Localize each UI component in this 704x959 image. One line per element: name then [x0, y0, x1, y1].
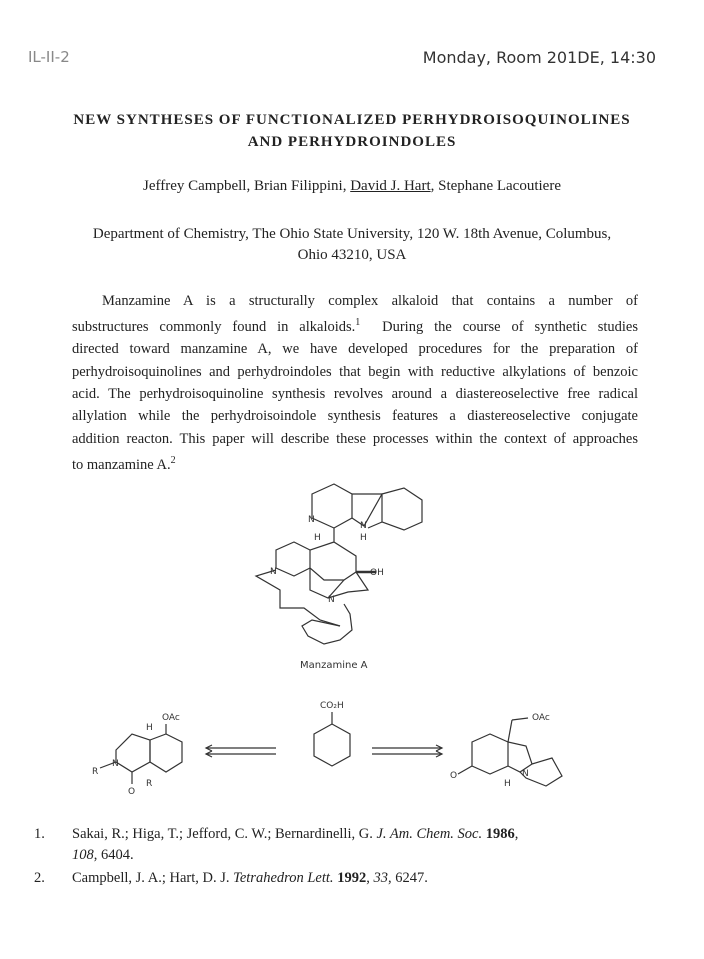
abstract-body — [72, 290, 638, 476]
session-info: Monday, Room 201DE, 14:30 — [422, 48, 656, 67]
abstract-line: allylation while the perhydroisoindole synthesis features a diastereoselective conjugate — [72, 408, 638, 425]
svg-text:H: H — [146, 723, 153, 733]
reference-2: 2. Campbell, J. A.; Hart, D. J. Tetrahedron Lett. 1992, 33, 6247. — [34, 870, 428, 886]
svg-text:CO₂H: CO₂H — [320, 701, 344, 711]
svg-text:OAc: OAc — [162, 713, 180, 723]
title-line-1: NEW SYNTHESES OF FUNCTIONALIZED PERHYDROISOQUINOLINES — [73, 112, 631, 128]
atom-label: N — [308, 515, 315, 525]
abstract-line: substructures commonly found in alkaloids.$^1$ During the course of synthetic studies — [72, 317, 639, 336]
svg-text:N: N — [522, 769, 529, 779]
authors-list: Jeffrey Campbell, Brian Filippini, — [143, 178, 351, 194]
atom-label: N — [328, 595, 335, 605]
atom-label: H — [314, 533, 321, 543]
abstract-line: to manzamine A.$^2$ — [72, 454, 176, 473]
affiliation-line-1: Department of Chemistry, The Ohio State University, 120 W. 18th Avenue, Columbus, — [92, 226, 612, 242]
abstract-line: acid. The perhydroisoquinoline synthesis revolves around a diastereoselective free radical — [72, 386, 638, 403]
abstract-line: directed toward manzamine A, we have developed procedures for the preparation of — [72, 341, 638, 358]
benzene-ring — [382, 488, 422, 530]
authors — [0, 178, 704, 195]
affiliation-line-2: Ohio 43210, USA — [297, 247, 407, 263]
authors-list-end: , Stephane Lacoutiere — [430, 178, 561, 194]
svg-text:O: O — [450, 771, 458, 781]
svg-text:H: H — [504, 779, 511, 789]
synthesis-scheme — [70, 690, 610, 810]
title-line-2: AND PERHYDROINDOLES — [247, 134, 457, 150]
perhydroisoquinoline-structure — [92, 713, 182, 797]
abstract-line: perhydroisoquinolines and perhydroindoles that begin with reductive alkylations of benzoic — [72, 363, 638, 380]
abstract-line: Manzamine A is a structurally complex alkaloid that contains a number of — [102, 293, 638, 309]
atom-label: OH — [370, 568, 384, 578]
svg-text:R: R — [92, 767, 99, 777]
pyridine-ring — [312, 484, 352, 528]
svg-text:N: N — [112, 759, 119, 769]
manzamine-a-structure — [240, 480, 440, 680]
presenting-author: David J. Hart — [350, 178, 431, 194]
abstract-code: IL-II-2 — [28, 48, 70, 66]
svg-text:OAc: OAc — [532, 713, 550, 723]
svg-text:O: O — [128, 787, 136, 797]
atom-label: N — [270, 567, 277, 577]
abstract-line: addition reacton. This paper will describe these processes within the context of approaches — [72, 430, 638, 447]
perhydroindole-structure — [450, 713, 562, 789]
structure-caption: Manzamine A — [300, 660, 368, 671]
atom-label: H — [360, 533, 367, 543]
reference-1: 1. Sakai, R.; Higa, T.; Jefford, C. W.; Bernardinelli, G. J. Am. Chem. Soc. 1986, 108, 6404. — [34, 826, 519, 863]
benzoic-acid-structure — [314, 701, 350, 766]
svg-text:R: R — [146, 779, 153, 789]
atom-label: N — [360, 521, 367, 531]
